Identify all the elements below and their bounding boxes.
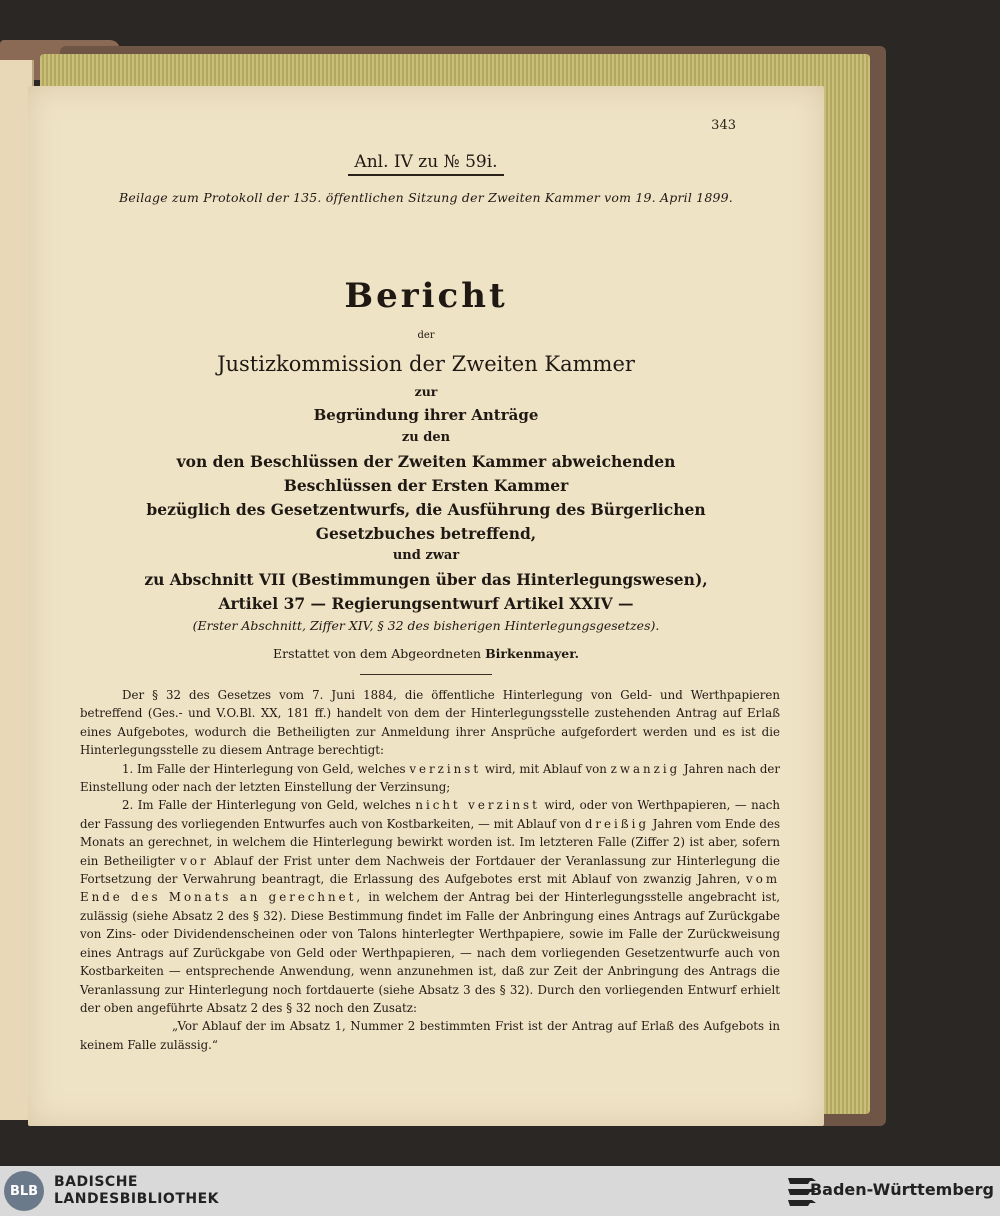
list-item: 2. Im Falle der Hinterlegung von Geld, welches nicht verzinst wird, oder von Werthpapieren, — nach der Fassung des vorliegenden Entwurfes auch von Kostbarkeiten, — mit Ablauf von dreißig Jahren vom Ende des Monats an gerechnet, in welchem die Hinterlegung bewirkt worden ist. Im letzteren Falle (Ziffer 2) ist aber, sofern ein Betheiligter vor Ablauf der Frist unter dem Nachweis der Fortdauer der Veranlassung zur Hinterlegung die Fortsetzung der Verwahrung beantragt, die Erlassung des Aufgebotes erst mit Ablauf von zwanzig Jahren, vom Ende des Monats an gerechnet, in welchem der Antrag bei der Hinterlegungsstelle angebracht ist, zulässig (siehe Absatz 2 des § 32). Diese Bestimmung findet im Falle der Anbringung eines Antrags auf Zurückgabe von Zins- oder Dividendenscheinen oder von Talons hinterlegter Werthpapiere, sowie im Falle der Zurückweisung eines Antrags auf Zurückgabe von Geld oder Werthpapieren, — nach dem vorliegenden Gesetzentwurfe auch von Kostbarkeiten — entsprechende Anwendung, wenn anzunehmen ist, daß zur Zeit der Anbringung des Antrags die Veranlassung zur Hinterlegung noch fortdauerte (siehe Absatz 3 des § 32). Durch den vorliegenden Entwurf erhielt der oben angeführte Absatz 2 des § 32 noch den Zusatz: <box>80 798 781 1015</box>
author-line: Erstattet von dem Abgeordneten Birkenmayer. <box>272 646 580 661</box>
subtitle-line: Beschlüssen der Ersten Kammer <box>283 476 569 495</box>
subtitle-line: (Erster Abschnitt, Ziffer XIV, § 32 des bisherigen Hinterlegungsgesetzes). <box>192 618 660 633</box>
beilage-line: Beilage zum Protokoll der 135. öffentlichen Sitzung der Zweiten Kammer vom 19. April 1899. <box>119 190 733 205</box>
quote: „Vor Ablauf der im Absatz 1, Nummer 2 bestimmten Frist ist der Antrag auf Erlaß des Aufgebots in keinem Falle zulässig.“ <box>80 1019 780 1052</box>
author-name: Birkenmayer. <box>485 646 580 661</box>
paragraph: Der § 32 des Gesetzes vom 7. Juni 1884, die öffentliche Hinterlegung von Geld- und Werthpapieren betreffend (Ges.- und V.O.Bl. XX, 181 ff.) handelt von dem der Hinterlegungsstelle zustehenden Antrag auf Erlaß eines Aufgebotes, wodurch die Betheiligten zur Anmeldung ihrer Ansprüche aufgefordert werden und es ist die Hinterlegungsstelle zu diesem Antrage berechtigt: <box>80 688 780 758</box>
blb-name[interactable]: BADISCHE LANDESBIBLIOTHEK <box>54 1174 220 1207</box>
subtitle-line: Begründung ihrer Anträge <box>313 406 539 424</box>
page-number: 343 <box>711 118 736 133</box>
baden-wuerttemberg-name[interactable]: Baden-Württemberg <box>809 1180 994 1199</box>
body-text <box>80 686 780 1054</box>
article-der: der <box>417 330 435 341</box>
document-page <box>28 86 824 1126</box>
divider <box>360 674 492 675</box>
subtitle-line: bezüglich des Gesetzentwurfs, die Ausführung des Bürgerlichen <box>146 500 706 519</box>
subtitle-line: Gesetzbuches betreffend, <box>315 524 537 543</box>
subtitle-line: von den Beschlüssen der Zweiten Kammer abweichenden <box>176 452 676 471</box>
subtitle-line: zu Abschnitt VII (Bestimmungen über das Hinterlegungswesen), <box>144 570 708 589</box>
annex-heading: Anl. IV zu № 59i. <box>28 152 824 172</box>
blb-logo-icon[interactable]: BLB <box>4 1171 44 1211</box>
list-item: 1. Im Falle der Hinterlegung von Geld, welches verzinst wird, mit Ablauf von zwanzig Jahren nach der Einstellung oder nach der letzten Einstellung der Verzinsung; <box>80 761 781 795</box>
footer-bar <box>0 1166 1000 1216</box>
subtitle-line: Artikel 37 — Regierungsentwurf Artikel XXIV — <box>218 594 634 613</box>
subtitle-line: zu den <box>401 430 451 445</box>
commission-title: Justizkommission der Zweiten Kammer <box>217 352 635 376</box>
subtitle-line: und zwar <box>392 548 460 563</box>
report-title: Bericht <box>344 276 508 316</box>
word-zur: zur <box>414 384 438 399</box>
